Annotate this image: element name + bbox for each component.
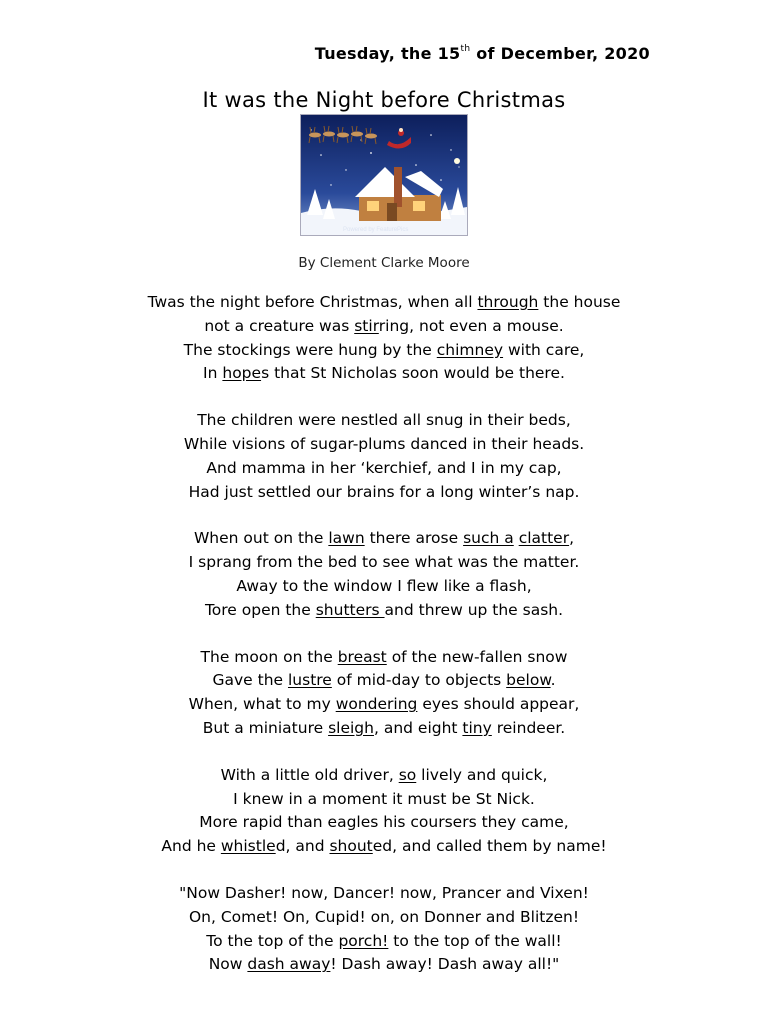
poem-line <box>0 693 768 717</box>
underlined-word: lawn <box>328 529 365 548</box>
line-text: On, Comet! On, Cupid! on, on Donner and Blitzen! <box>188 907 580 926</box>
date-suffix: of December, 2020 <box>470 44 650 63</box>
underlined-word: whistle <box>220 837 276 856</box>
underlined-word: shutters <box>315 600 385 619</box>
line-text: The stockings were hung by the <box>183 340 437 359</box>
line-text: Twas the night before Christmas, when all <box>147 293 478 311</box>
poem-line <box>0 362 768 386</box>
poem-line <box>0 433 768 457</box>
poem-line <box>0 764 768 788</box>
stanza <box>0 882 768 977</box>
stanza <box>0 409 768 504</box>
underlined-word: dash away <box>247 955 331 974</box>
line-text: I sprang from the bed to see what was the matter. <box>188 553 580 572</box>
line-text: ! Dash away! Dash away all!" <box>330 955 560 974</box>
poem-body <box>0 291 768 1000</box>
line-text: of the new-fallen snow <box>386 647 568 666</box>
poem-line <box>0 527 768 551</box>
poem-line <box>0 481 768 505</box>
underlined-word: such a <box>463 529 514 548</box>
poem-line <box>0 717 768 741</box>
underlined-word: lustre <box>287 671 332 690</box>
image-watermark: Powered by FeaturePics <box>343 227 409 233</box>
underlined-word: hope <box>222 364 262 383</box>
date-heading <box>315 44 650 63</box>
poem-line <box>0 315 768 339</box>
poem-line <box>0 835 768 859</box>
stanza <box>0 764 768 859</box>
line-text: Had just settled our brains for a long winter’s nap. <box>188 482 580 501</box>
line-text: But a miniature <box>202 718 329 737</box>
poem-line <box>0 599 768 623</box>
line-text: When out on the <box>193 529 329 548</box>
christmas-scene-image <box>301 115 467 235</box>
poem-line <box>0 575 768 599</box>
poem-line <box>0 646 768 670</box>
underlined-word: tiny <box>462 718 492 737</box>
line-text: "Now Dasher! now, Dancer! now, Prancer and Vixen! <box>179 883 589 902</box>
poem-line <box>0 906 768 930</box>
line-text: eyes should appear, <box>417 695 580 714</box>
line-text: the house <box>538 293 621 311</box>
line-text: not a creature was <box>204 316 355 335</box>
poem-line <box>0 788 768 812</box>
line-text: of mid-day to objects <box>331 671 507 690</box>
poem-line <box>0 953 768 977</box>
poem-line <box>0 291 768 315</box>
line-text: Tore open the <box>204 600 316 619</box>
poem-line <box>0 882 768 906</box>
stanza <box>0 527 768 622</box>
underlined-word: below <box>506 671 551 690</box>
line-text: The moon on the <box>200 647 338 666</box>
line-text: To the top of the <box>206 931 339 950</box>
underlined-word: wondering <box>335 695 418 714</box>
underlined-word: clatter <box>518 529 570 548</box>
underlined-word: sleigh <box>328 718 374 737</box>
underlined-word: porch! <box>338 931 389 950</box>
poem-line <box>0 669 768 693</box>
line-text: And he <box>161 837 221 856</box>
line-text: When, what to my <box>188 695 336 714</box>
line-text: s that St Nicholas soon would be there. <box>261 364 565 383</box>
line-text: Gave the <box>212 671 288 690</box>
line-text: with care, <box>503 340 585 359</box>
stanza <box>0 291 768 386</box>
line-text: Now <box>208 955 248 974</box>
underlined-word: so <box>398 765 417 784</box>
line-text: In <box>203 364 223 383</box>
line-text: d, and <box>275 837 330 856</box>
line-text: And mamma in her ‘kerchief, and I in my cap, <box>206 458 562 477</box>
poem-line <box>0 930 768 954</box>
line-text: reindeer. <box>491 718 566 737</box>
line-text: ring, not even a mouse. <box>378 316 564 335</box>
line-text: to the top of the wall! <box>388 931 562 950</box>
line-text: While visions of sugar-plums danced in their heads. <box>183 434 585 453</box>
date-ordinal: th <box>460 44 471 54</box>
date-prefix: Tuesday, the 15 <box>314 44 461 63</box>
line-text: The children were nestled all snug in their beds, <box>197 411 571 430</box>
poem-line <box>0 409 768 433</box>
stanza <box>0 646 768 741</box>
poem-line <box>0 811 768 835</box>
poem-line <box>0 551 768 575</box>
line-text: , and eight <box>373 718 463 737</box>
line-text: . <box>550 671 556 690</box>
christmas-night-illustration <box>300 114 468 236</box>
poem-line <box>0 457 768 481</box>
underlined-word: breast <box>337 647 387 666</box>
line-text: I knew in a moment it must be St Nick. <box>233 789 535 808</box>
line-text: Away to the window I flew like a flash, <box>236 576 532 595</box>
line-text: lively and quick, <box>416 765 548 784</box>
underlined-word: chimney <box>436 340 504 359</box>
line-text: and threw up the sash. <box>384 600 564 619</box>
underlined-word: through <box>477 293 539 311</box>
underlined-word: shout <box>329 837 373 856</box>
poem-line <box>0 339 768 363</box>
underlined-word: stir <box>354 316 379 335</box>
line-text: More rapid than eagles his coursers they came, <box>199 813 569 832</box>
line-text: there arose <box>364 529 464 548</box>
author-line: By Clement Clarke Moore <box>298 255 470 271</box>
line-text: With a little old driver, <box>220 765 399 784</box>
line-text: , <box>569 529 575 548</box>
moon <box>454 158 460 164</box>
line-text: ed, and called them by name! <box>372 837 607 856</box>
poem-title: It was the Night before Christmas <box>202 88 566 112</box>
